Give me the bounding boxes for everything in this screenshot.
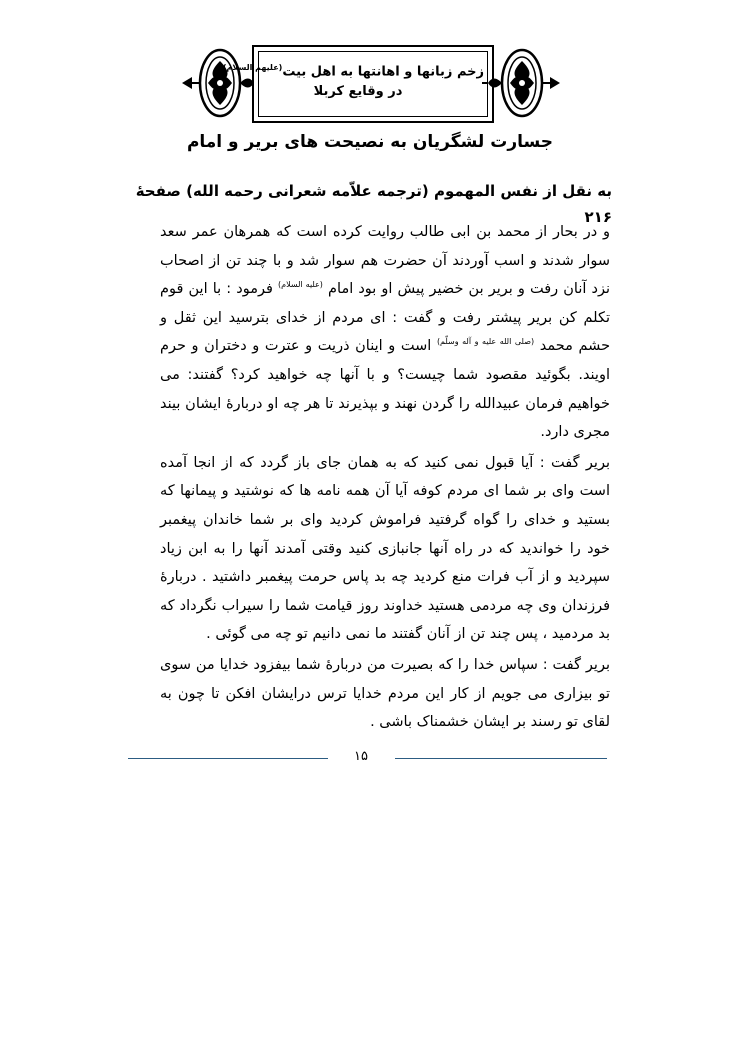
banner-title [222,59,484,81]
paragraph-1-part-1: و در بحار از محمد بن ابی طالب روایت کرده است که همرهان عمر سعد سوار شدند و اسب آوردند آن حضرت هم سوار شد و با چند تن از اصحاب نزد آنان رفت و بریر بن خضیر پیش او بود امام [160,224,611,298]
left-ornament-icon [180,47,260,119]
paragraph-1 [160,218,610,447]
banner-title-honorific: (علیهم السلام) [222,63,283,72]
section-title: جسارت لشگریان به نصیحت های بریر و امام [186,132,554,152]
title-frame [222,45,494,123]
paragraph-2: بریر گفت : آیا قبول نمی کنید که به همان جای باز گردد که از انجا آمده است وای بر شما ای مردم کوفه آیا آن همه نامه ها که نوشتید و پیمانها که بستید و خدای را گواه گرفتید فراموش کردید وای بر شما خاندان پیغمبر خود را خواندید که در راه آنها جانبازی کنید وقتی آمدند آنها را به ابن زیاد سپردید و از آب فرات منع کردید چه بد پاس حرمت پیغمبر داشتید . دربارهٔ فرزندان وی چه مردمی هستید خداوند روز قیامت شما را سیراب نگرداد که بد مردمید ، پس چند تن از آنان گفتند ما نمی دانیم تو چه می گوئی . [160,454,610,643]
page-number: ۱۵ [354,749,368,764]
source-citation: به نقل از نفس المهموم (ترجمه علاّمه شعرانی رحمه الله) صفحهٔ ۲۱۶ [135,182,612,226]
header-banner [180,45,562,123]
body-text [160,218,610,737]
footer-rule-left [128,758,328,759]
paragraph-1-part-2: فرمود : با این قوم تکلم کن بریر پیشتر رفت و گفت : ای مردم از خدای بترسید این ثقل و حشم محمد [160,281,611,355]
paragraph-1-part-3: است و اینان ذریت و عترت و دختران و حرم اویند. بگوئید مقصود شما چیست؟ و با آنها چه خواهید کرد؟ گفتند: می خواهیم فرمان عبیدالله را گردن نهند و بپذیرند تا هر چه او دربارهٔ ایشان بیند مجری دارد. [160,338,610,441]
right-ornament-icon [482,47,562,119]
banner-subtitle: در وقایع کربلا [313,84,403,99]
paragraph-3: بریر گفت : سپاس خدا را که بصیرت من دربارهٔ شما بیفزود خدایا من سوی تو بیزاری می جویم از کار این مردم خدایا ترس درایشان افکن تا چون به لقای تو رسند بر ایشان خشمناک باشی . [160,656,610,731]
honorific-2: (صلی الله علیه و آله وسلّم) [436,337,535,347]
banner-title-text: زخم زبانها و اهانتها به اهل بیت [282,64,484,80]
honorific-1: (علیه السلام) [278,280,323,290]
footer-rule-right [395,758,607,759]
